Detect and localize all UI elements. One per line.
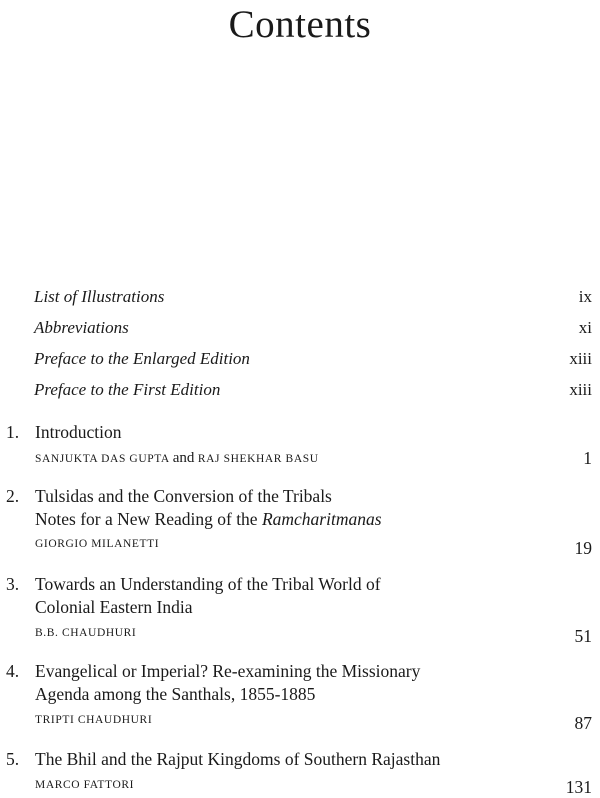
toc-item-abbreviations[interactable] <box>34 318 592 338</box>
toc-item-page: ix <box>578 287 592 306</box>
toc-item-page: xi <box>578 318 592 337</box>
chapter-title-line: Introduction <box>35 422 122 442</box>
chapter-number: 2. <box>6 486 20 506</box>
chapter-number: 3. <box>6 574 20 594</box>
author-name: RAJ SHEKHAR BASU <box>197 453 319 465</box>
page-title: Contents <box>228 3 372 46</box>
chapter-page: 1 <box>583 448 592 468</box>
toc-item-label: Preface to the First Edition <box>34 380 221 399</box>
chapter-title-line: Evangelical or Imperial? Re-examining the Missionary <box>35 661 421 681</box>
chapter-author: B.B. CHAUDHURI <box>35 627 137 639</box>
toc-item-preface-first[interactable] <box>34 380 592 400</box>
chapter-author: MARCO FATTORI <box>35 779 135 791</box>
chapter-author <box>35 450 319 467</box>
chapter-number: 1. <box>6 422 20 442</box>
toc-item-label: Preface to the Enlarged Edition <box>34 349 250 368</box>
chapter-number: 4. <box>6 661 20 681</box>
chapter-subtitle <box>35 509 382 530</box>
toc-item-list-of-illustrations[interactable] <box>34 287 592 307</box>
toc-item-page: xiii <box>569 349 592 368</box>
subtitle-text: Notes for a New Reading of the <box>35 509 262 529</box>
chapter-page: 19 <box>574 538 592 558</box>
chapter-title-line: The Bhil and the Rajput Kingdoms of Southern Rajasthan <box>35 749 441 769</box>
chapter-title-line: Tulsidas and the Conversion of the Tribals <box>35 486 332 506</box>
toc-item-label: Abbreviations <box>34 318 129 337</box>
chapter-title-line: Towards an Understanding of the Tribal World of <box>35 574 381 594</box>
chapter-page: 131 <box>565 777 592 797</box>
author-conjunction: and <box>172 450 195 466</box>
chapter-author: GIORGIO MILANETTI <box>35 538 160 550</box>
chapter-number: 5. <box>6 749 20 769</box>
author-name: SANJUKTA DAS GUPTA <box>35 453 170 465</box>
chapter-title-line: Agenda among the Santhals, 1855-1885 <box>35 684 316 704</box>
toc-item-label: List of Illustrations <box>34 287 165 306</box>
chapter-author: TRIPTI CHAUDHURI <box>35 714 153 726</box>
chapter-title-line: Colonial Eastern India <box>35 597 193 617</box>
toc-item-page: xiii <box>569 380 592 399</box>
subtitle-italic-text: Ramcharitmanas <box>261 509 382 529</box>
chapter-page: 51 <box>574 626 592 646</box>
toc-item-preface-enlarged[interactable] <box>34 349 592 369</box>
chapter-page: 87 <box>574 713 592 733</box>
